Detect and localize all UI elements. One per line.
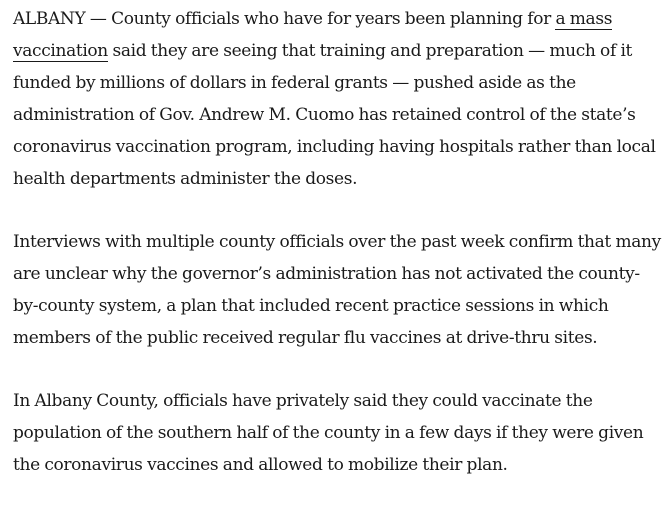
- paragraph-1-lead: ALBANY — County officials who have for years been planning for: [13, 9, 556, 29]
- paragraph-3: In Albany County, officials have privately said they could vaccinate the population of the southern half of the county in a few days if they were given the coronavirus vaccines and allowed to mobilize their plan.: [13, 391, 644, 475]
- mass-vaccination-link[interactable]: a mass vaccination: [13, 9, 613, 61]
- paragraph-2: Interviews with multiple county officials over the past week confirm that many are unclear why the governor’s administration has not activated the county-by-county system, a plan that included recent practice sessions in which members of the public received regular flu vaccines at drive-thru sites.: [13, 232, 661, 348]
- article-body: [13, 3, 663, 512]
- paragraph-1: [13, 3, 663, 195]
- paragraph-1-rest: said they are seeing that training and preparation — much of it funded by millions of dollars in federal grants — pushed aside as the administration of Gov. Andrew M. Cuomo has retained control of the state’s coronavirus vaccination program, including having hospitals rather than local health departments administer the doses.: [13, 41, 656, 189]
